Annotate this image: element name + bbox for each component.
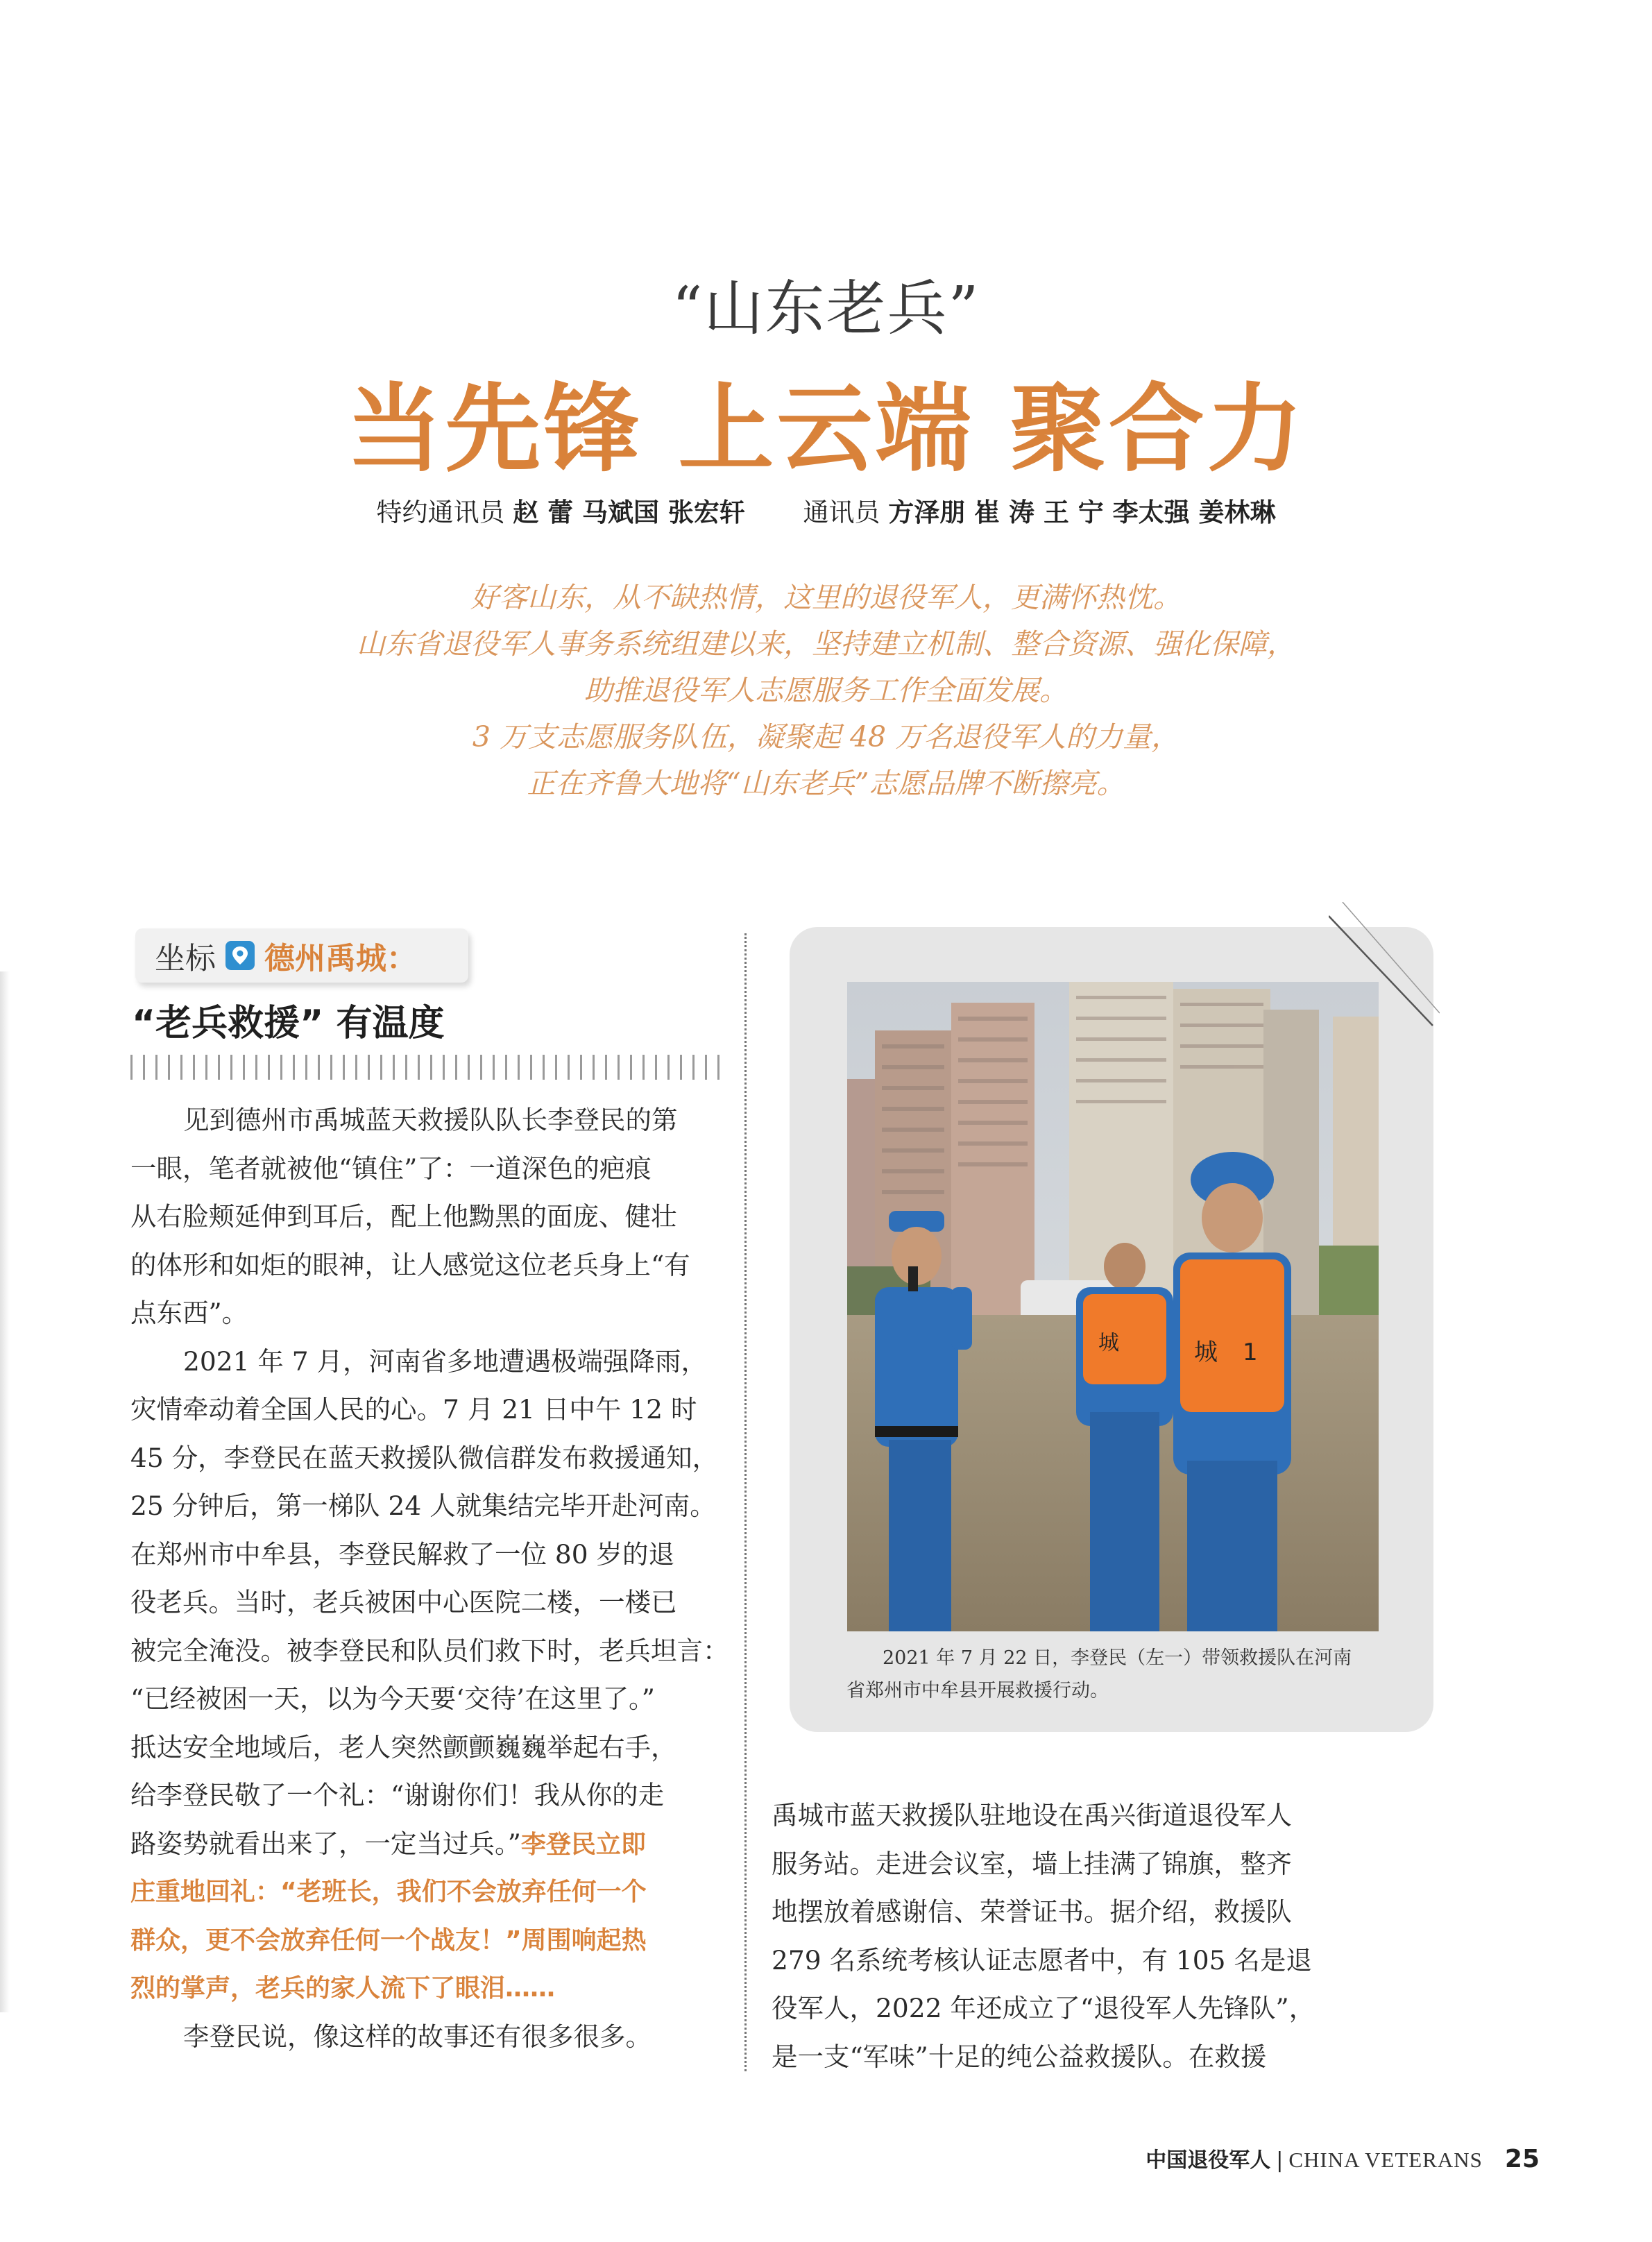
lede-line: 3 万支志愿服务队伍，凝聚起 48 万名退役军人的力量，	[472, 720, 1180, 754]
text-line: 279 名系统考核认证志愿者中，有 105 名是退	[772, 1944, 1312, 1976]
text-line: 在郑州市中牟县，李登民解救了一位 80 岁的退	[130, 1538, 675, 1570]
magazine-name: 中国退役军人	[1146, 2148, 1271, 2173]
text-line: 禹城市蓝天救援队驻地设在禹兴街道退役军人	[772, 1800, 1292, 1831]
text-line: 服务站。走进会议室，墙上挂满了锦旗，整齐	[772, 1848, 1292, 1879]
text-line: 45 分，李登民在蓝天救援队微信群发布救援通知，	[130, 1442, 719, 1473]
photo-caption	[846, 1642, 1388, 1707]
lede-line: 正在齐鲁大地将“山东老兵”志愿品牌不断擦亮。	[527, 767, 1125, 800]
byline-reporter-label: 通讯员	[803, 498, 880, 527]
page-footer	[1146, 2143, 1540, 2173]
text-line: 灾情牵动着全国人民的心。7 月 21 日中午 12 时	[130, 1394, 697, 1425]
text-line: 是一支“军味”十足的纯公益救援队。在救援	[772, 2041, 1267, 2072]
lede-line: 助推退役军人志愿服务工作全面发展。	[584, 674, 1068, 707]
rescue-photo	[847, 982, 1379, 1631]
vest-text: 城	[1098, 1331, 1119, 1355]
article-lede	[0, 575, 1652, 807]
text-line: 的体形和如炬的眼神，让人感觉这位老兵身上“有	[130, 1249, 690, 1280]
vest-text: 城	[1194, 1339, 1218, 1366]
text-line: 见到德州市禹城蓝天救援队队长李登民的第	[183, 1105, 678, 1135]
text-line: 25 分钟后，第一梯队 24 人就集结完毕开赴河南。	[130, 1491, 716, 1521]
column-divider	[744, 933, 747, 2071]
byline-reporter-names: 方泽朋 崔 涛 王 宁 李太强 姜林琳	[888, 498, 1276, 527]
text-line: 给李登民敬了一个礼：“谢谢你们！我从你的走	[130, 1780, 665, 1810]
section-title: “老兵救援” 有温度	[132, 1003, 445, 1044]
lede-line: 好客山东，从不缺热情，这里的退役军人，更满怀热忱。	[470, 581, 1182, 614]
text-line: 从右脸颊延伸到耳后，配上他黝黑的面庞、健壮	[130, 1201, 677, 1232]
text-line: 2021 年 7 月，河南省多地遭遇极端强降雨，	[183, 1345, 708, 1377]
article-byline	[0, 491, 1652, 529]
text-line	[130, 1820, 727, 1869]
lede-line: 山东省退役军人事务系统组建以来，坚持建立机制、整合资源、强化保障，	[357, 627, 1295, 661]
highlight-line: 烈的掌声，老兵的家人流下了眼泪……	[130, 1974, 556, 2003]
caption-line: 省郑州市中牟县开展救援行动。	[846, 1680, 1109, 1701]
footer-separator: |	[1276, 2148, 1284, 2173]
byline-special-label: 特约通讯员	[376, 498, 505, 527]
vest-text: 1	[1243, 1339, 1258, 1366]
article-kicker: “山东老兵”	[672, 274, 980, 343]
highlight-text: 李登民立即	[520, 1830, 646, 1859]
text-line: 役军人，2022 年还成立了“退役军人先锋队”，	[772, 1993, 1315, 2023]
text-line: 役老兵。当时，老兵被困中心医院二楼，一楼已	[130, 1587, 677, 1617]
text-line: 被完全淹没。被李登民和队员们救下时，老兵坦言：	[130, 1635, 729, 1666]
highlight-line: 群众，更不会放弃任何一个战友！”周围响起热	[130, 1926, 647, 1955]
page-number: 25	[1504, 2145, 1540, 2173]
left-column-text	[130, 1096, 727, 2061]
byline-special-names: 赵 蕾 马斌国 张宏轩	[513, 498, 745, 527]
right-column-text	[772, 1792, 1382, 2081]
text-line: 地摆放着感谢信、荣誉证书。据介绍，救援队	[772, 1896, 1292, 1927]
location-tag	[135, 928, 468, 983]
text-line-plain: 路姿势就看出来了，一定当过兵。”	[130, 1828, 521, 1859]
page-gutter-shadow	[0, 971, 10, 2012]
text-line: 抵达安全地域后，老人突然颤颤巍巍举起右手，	[130, 1731, 677, 1763]
article-headline: 当先锋 上云端 聚合力	[346, 373, 1306, 485]
text-line: 李登民说，像这样的故事还有很多很多。	[183, 2021, 652, 2052]
text-line: “已经被困一天，以为今天要‘交待’在这里了。”	[130, 1683, 655, 1714]
decorative-tick-rule	[130, 1055, 724, 1080]
rescuer-middle	[1076, 1243, 1173, 1631]
text-line: 一眼，笔者就被他“镇住”了：一道深色的疤痕	[130, 1153, 652, 1184]
location-label: 坐标	[155, 941, 216, 976]
highlight-line: 庄重地回礼：“老班长，我们不会放弃任何一个	[130, 1878, 647, 1906]
caption-line: 2021 年 7 月 22 日，李登民（左一）带领救援队在河南	[883, 1647, 1352, 1669]
text-line: 点东西”。	[130, 1298, 248, 1328]
location-name: 德州禹城：	[264, 941, 417, 976]
magazine-english-name: CHINA VETERANS	[1288, 2148, 1483, 2172]
location-pin-icon	[225, 941, 255, 970]
